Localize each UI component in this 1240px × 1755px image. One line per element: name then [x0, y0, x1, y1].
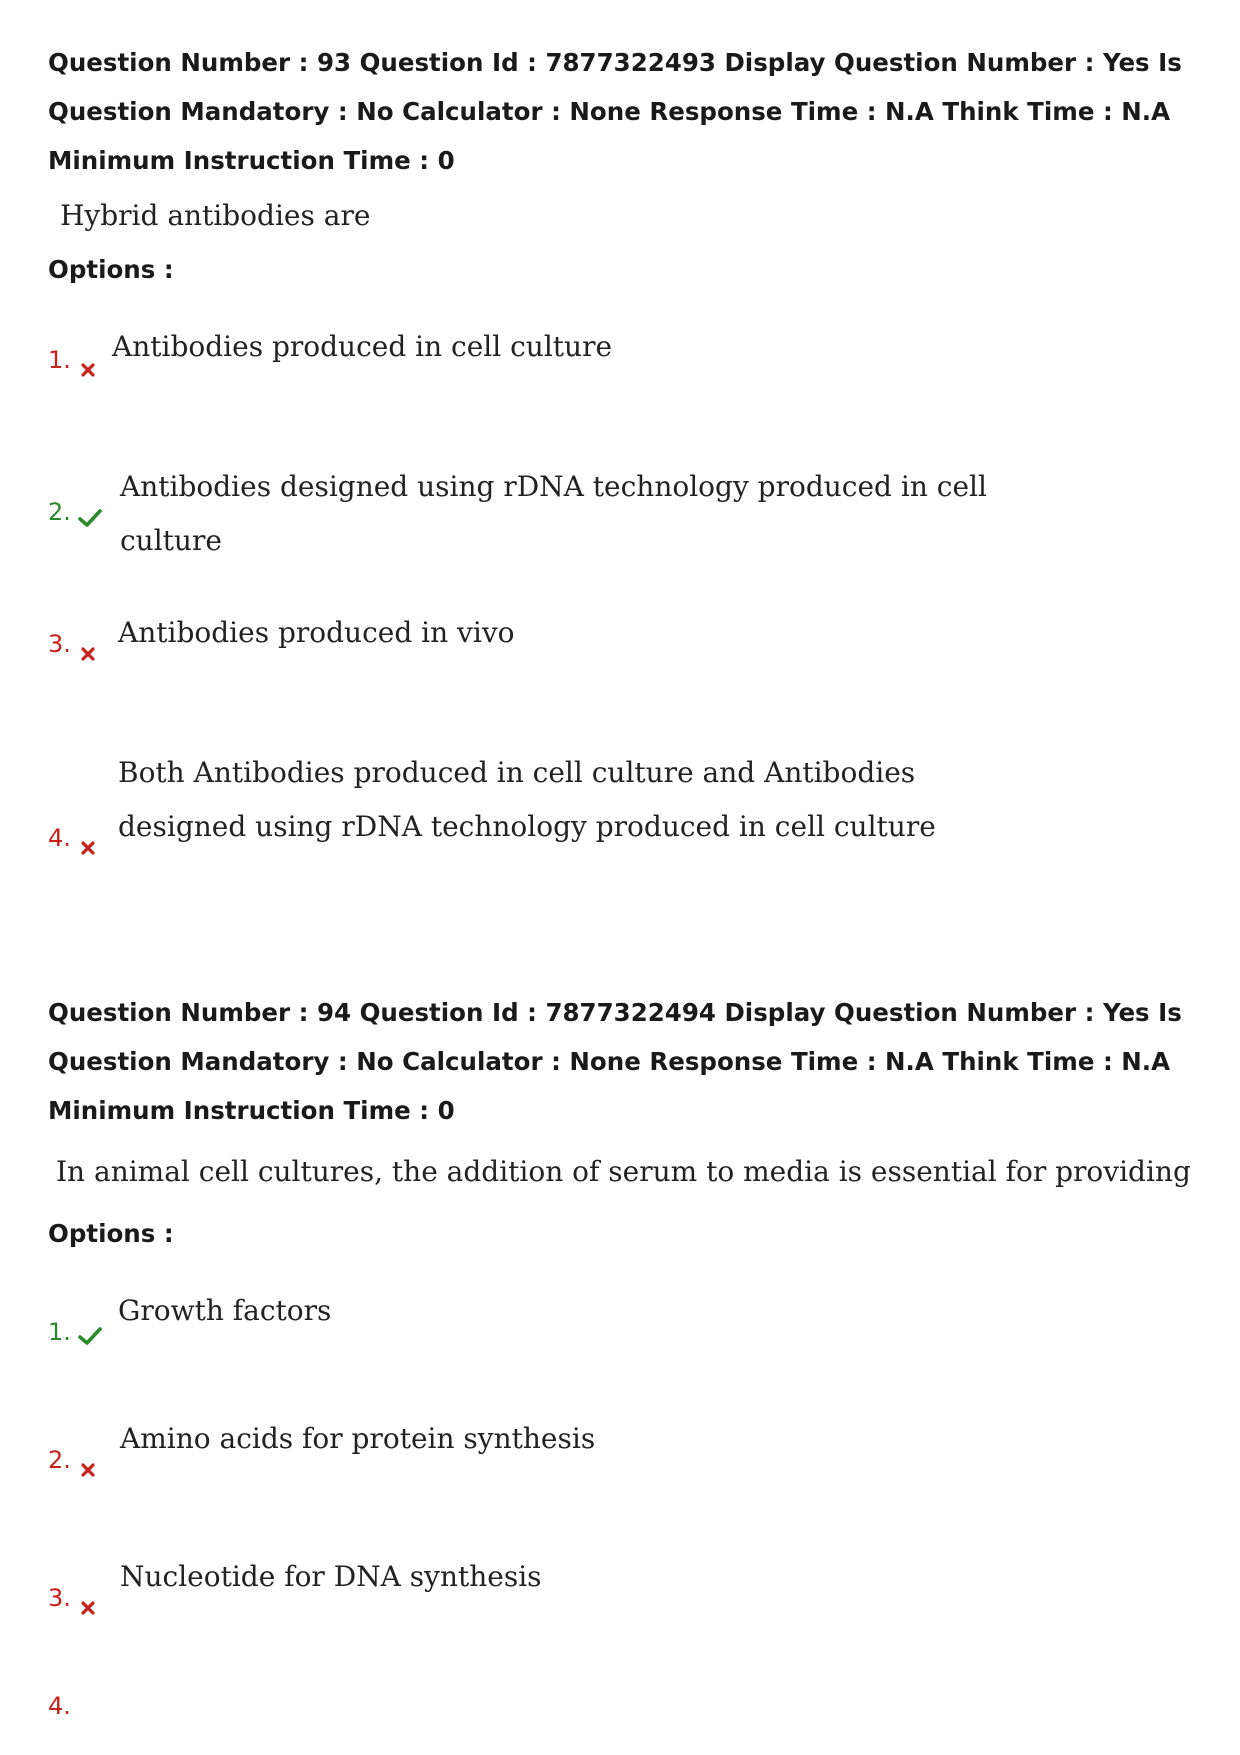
option-text: Antibodies produced in vivo [118, 616, 515, 649]
option-number: 4. [48, 1692, 71, 1720]
question-header [48, 988, 1218, 1135]
options-label: Options : [48, 255, 174, 284]
question-meta: Question Number : 94 Question Id : 7877322494 Display Question Number : Yes Is Question Mandatory : No Calculator : None Response Time : N.A Think Time : N.A Minimum Instruction Time : 0 [48, 998, 1182, 1125]
question-stem [48, 190, 1218, 236]
question-stem-text: In animal cell cultures, the addition of serum to media is essential for providing [56, 1155, 1191, 1188]
option-number: 1. [48, 346, 71, 374]
check-icon [78, 508, 102, 528]
options-heading [48, 250, 1218, 290]
option-number: 2. [48, 1446, 71, 1474]
cross-icon [80, 840, 96, 856]
option-text: Antibodies designed using rDNA technology produced in cell culture [120, 470, 987, 557]
option-number: 4. [48, 824, 71, 852]
option-text: Nucleotide for DNA synthesis [120, 1560, 542, 1593]
option-number: 1. [48, 1318, 71, 1346]
option-number: 3. [48, 630, 71, 658]
option-number: 2. [48, 498, 71, 526]
option-text: Growth factors [118, 1294, 332, 1327]
option-number: 3. [48, 1584, 71, 1612]
question-meta: Question Number : 93 Question Id : 7877322493 Display Question Number : Yes Is Question Mandatory : No Calculator : None Response Time : N.A Think Time : N.A Minimum Instruction Time : 0 [48, 48, 1182, 175]
cross-icon [80, 362, 96, 378]
option-text: Antibodies produced in cell culture [112, 330, 613, 363]
options-heading [48, 1214, 1218, 1254]
cross-icon [80, 1600, 96, 1616]
cross-icon [80, 1462, 96, 1478]
question-header [48, 38, 1218, 185]
option-text: Both Antibodies produced in cell culture and Antibodies designed using rDNA technology produced in cell culture [118, 756, 936, 843]
check-icon [78, 1326, 102, 1346]
question-stem-text: Hybrid antibodies are [60, 199, 371, 232]
question-stem [48, 1146, 1218, 1192]
cross-icon [80, 646, 96, 662]
options-label: Options : [48, 1219, 174, 1248]
option-text: Amino acids for protein synthesis [120, 1422, 596, 1455]
